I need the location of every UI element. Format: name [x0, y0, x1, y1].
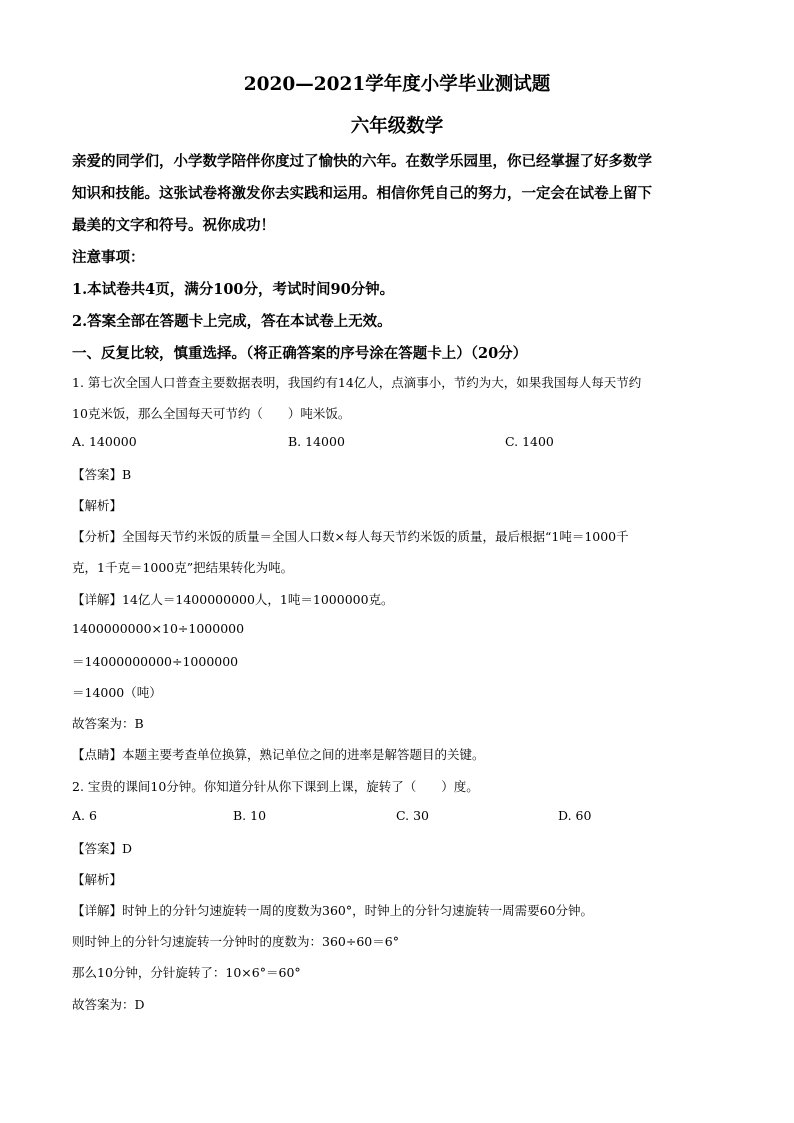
answer-label: 【答案】D — [72, 841, 133, 856]
analysis-text: 则时钟上的分针匀速旋转一分钟时的度数为：360÷60＝6° — [72, 934, 399, 949]
analysis-text: 【分析】全国每天节约米饭的质量＝全国人口数×每人每天节约米饭的质量，最后根据“1吨＝1000千 — [72, 529, 629, 544]
page-subtitle: 六年级数学 — [350, 116, 444, 137]
analysis-text: 【详解】时钟上的分针匀速旋转一周的度数为360°，时钟上的分针匀速旋转一周需要60分钟。 — [72, 903, 594, 918]
intro-line: 最美的文字和符号。祝你成功！ — [72, 217, 275, 234]
analysis-text: 1400000000×10÷1000000 — [72, 621, 245, 636]
analysis-text: 那么10分钟，分针旋转了：10×6°＝60° — [72, 965, 301, 980]
note-item: 1.本试卷共4页，满分100分，考试时间90分钟。 — [72, 281, 395, 298]
option-a: A. 6 — [72, 808, 97, 823]
intro-line: 知识和技能。这张试卷将激发你去实践和运用。相信你凭自己的努力，一定会在试卷上留下 — [72, 185, 652, 202]
analysis-text: 【详解】14亿人＝1400000000人，1吨＝1000000克。 — [72, 592, 394, 607]
analysis-label: 【解析】 — [72, 872, 123, 887]
question-stem: 1. 第七次全国人口普查主要数据表明，我国约有14亿人，点滴事小，节约为大，如果我国每人每天节约 — [72, 375, 642, 390]
section-heading: 一、反复比较，慎重选择。（将正确答案的序号涂在答题卡上）（20分） — [72, 345, 528, 362]
analysis-text: ＝14000（吨） — [72, 685, 162, 700]
analysis-text: 克，1千克＝1000克”把结果转化为吨。 — [72, 560, 294, 575]
question-stem: 10克米饭，那么全国每天可节约（ ）吨米饭。 — [72, 406, 351, 421]
analysis-text: ＝14000000000÷1000000 — [72, 654, 239, 669]
option-c: C. 1400 — [505, 434, 554, 449]
analysis-text: 故答案为：B — [72, 716, 144, 731]
note-item: 2.答案全部在答题卡上完成，答在本试卷上无效。 — [72, 313, 392, 330]
question-stem: 2. 宝贵的课间10分钟。你知道分针从你下课到上课，旋转了（ ）度。 — [72, 779, 479, 794]
option-b: B. 10 — [233, 808, 267, 823]
page-title: 2020—2021学年度小学毕业测试题 — [243, 74, 551, 95]
option-b: B. 14000 — [288, 434, 345, 449]
analysis-label: 【解析】 — [72, 498, 123, 513]
analysis-text: 【点睛】本题主要考查单位换算，熟记单位之间的进率是解答题目的关键。 — [72, 747, 485, 762]
intro-line: 亲爱的同学们，小学数学陪伴你度过了愉快的六年。在数学乐园里，你已经掌握了好多数学 — [72, 153, 652, 170]
option-a: A. 140000 — [72, 434, 137, 449]
answer-label: 【答案】B — [72, 467, 132, 482]
analysis-text: 故答案为：D — [72, 997, 145, 1012]
option-d: D. 60 — [558, 808, 592, 823]
notes-title: 注意事项： — [72, 249, 145, 266]
option-c: C. 30 — [396, 808, 429, 823]
